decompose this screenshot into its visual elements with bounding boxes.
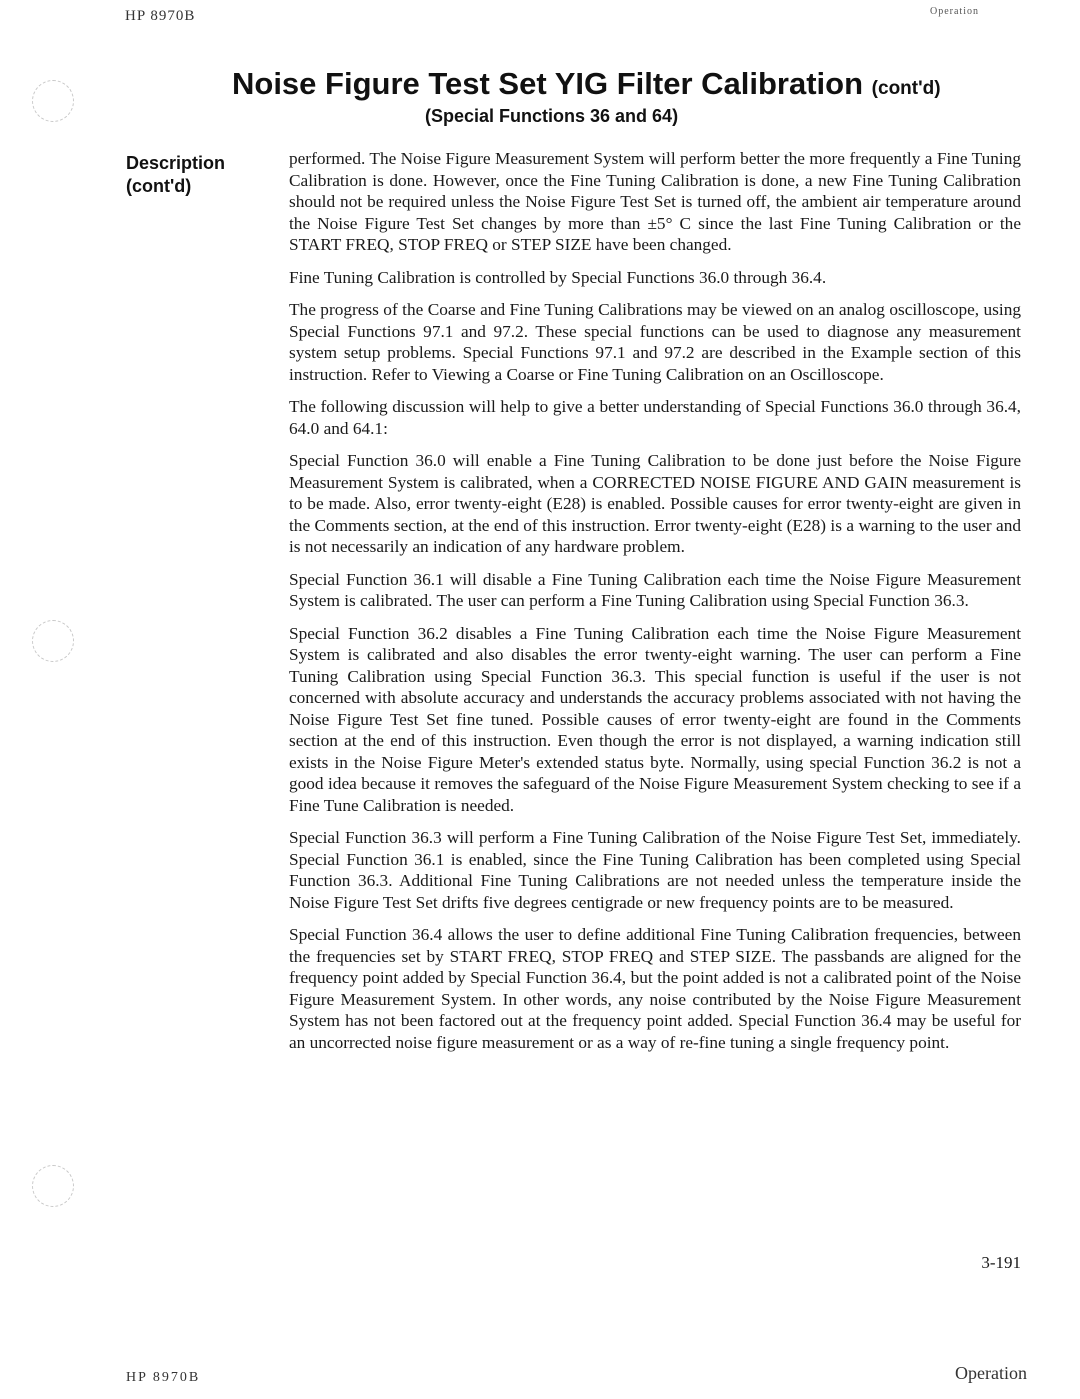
paragraph: Special Function 36.3 will perform a Fine Tuning Calibration of the Noise Figure Test Set, immediately. Special Function 36.1 is enabled, since the Fine Tuning Calibration has been completed using Special Function 36.3. Additional Fine Tuning Calibrations are not needed unless the temperature inside the Noise Figure Test Set drifts five degrees centigrade or new frequency points are to be measured.: [289, 828, 1021, 912]
paragraph: Special Function 36.4 allows the user to define additional Fine Tuning Calibration frequencies, between the frequencies set by START FREQ, STOP FREQ and STEP SIZE. The passbands are aligned for the frequency point added by Special Function 36.4, but the point added is not a calibrated point of the Noise Figure Measurement System. In other words, any noise contributed by the Noise Figure Measurement System has not been factored out at the frequency point added. Special Function 36.4 may be useful for an uncorrected noise figure measurement or as a way of re-fine tuning a single frequency point.: [289, 925, 1021, 1052]
paragraph: The progress of the Coarse and Fine Tuning Calibrations may be viewed on an analog oscilloscope, using Special Functions 97.1 and 97.2. These special functions can be used to diagnose any measurement system setup problems. Special Functions 97.1 and 97.2 are described in the Example section of this instruction. Refer to Viewing a Coarse or Fine Tuning Calibration on an Oscilloscope.: [289, 300, 1021, 384]
punch-hole-bottom: [32, 1165, 74, 1207]
section-heading-line-1: Description: [126, 153, 226, 173]
body-text: [289, 148, 1021, 1064]
page-number: 3-191: [981, 1253, 1021, 1272]
footer-model: HP 8970B: [126, 1370, 201, 1385]
paragraph: Special Function 36.1 will disable a Fine Tuning Calibration each time the Noise Figure Measurement System is calibrated. The user can perform a Fine Tuning Calibration using Special Function 36.3.: [289, 569, 1021, 610]
section-heading-description: [126, 152, 276, 198]
page-title: [232, 66, 941, 102]
page-title-contd: (cont'd): [871, 78, 941, 99]
page-subtitle: (Special Functions 36 and 64): [425, 106, 679, 126]
paragraph: Fine Tuning Calibration is controlled by Special Functions 36.0 through 36.4.: [289, 267, 827, 287]
running-header-model: HP 8970B: [125, 8, 196, 24]
section-heading-line-2: (cont'd): [126, 176, 192, 196]
punch-hole-top: [32, 80, 74, 122]
punch-hole-middle: [32, 620, 74, 662]
paragraph: Special Function 36.2 disables a Fine Tuning Calibration each time the Noise Figure Measurement System is calibrated and also disables the error twenty-eight warning. The user can perform a Fine Tuning Calibration using Special Function 36.3. This special function is useful if the user is not concerned with absolute accuracy and understands the accuracy problems associated with not having the Noise Figure Test Set fine tuned. Possible causes of error twenty-eight are found in the Comments section at the end of this instruction. Even though the error is not displayed, a warning indication still exists in the Noise Figure Meter's extended status byte. Normally, using special Function 36.2 is not a good idea because it removes the safeguard of the Noise Figure Measurement System checking to see if a Fine Tune Calibration is needed.: [289, 623, 1021, 815]
page-title-main: Noise Figure Test Set YIG Filter Calibration: [232, 66, 864, 101]
paragraph: performed. The Noise Figure Measurement System will perform better the more frequently a Fine Tuning Calibration is done. However, once the Fine Tuning Calibration is done, a new Fine Tuning Calibration should not be required unless the Noise Figure Test Set is turned off, the ambient air temperature around the Noise Figure Test Set changes by more than ±5° C since the last Fine Tuning Calibration or the START FREQ, STOP FREQ or STEP SIZE have been changed.: [289, 149, 1021, 254]
paragraph: Special Function 36.0 will enable a Fine Tuning Calibration to be done just before the Noise Figure Measurement System is calibrated, when a CORRECTED NOISE FIGURE AND GAIN measurement is to be made. Also, error twenty-eight (E28) is enabled. Possible causes for error twenty-eight are given in the Comments section, at the end of this instruction. Error twenty-eight (E28) is a warning to the user and is not necessarily an indication of any hardware problem.: [289, 451, 1021, 556]
footer-section: Operation: [955, 1363, 1027, 1383]
paragraph: The following discussion will help to give a better understanding of Special Functions 36.0 through 36.4, 64.0 and 64.1:: [289, 397, 1021, 438]
running-header-section: Operation: [930, 6, 979, 17]
